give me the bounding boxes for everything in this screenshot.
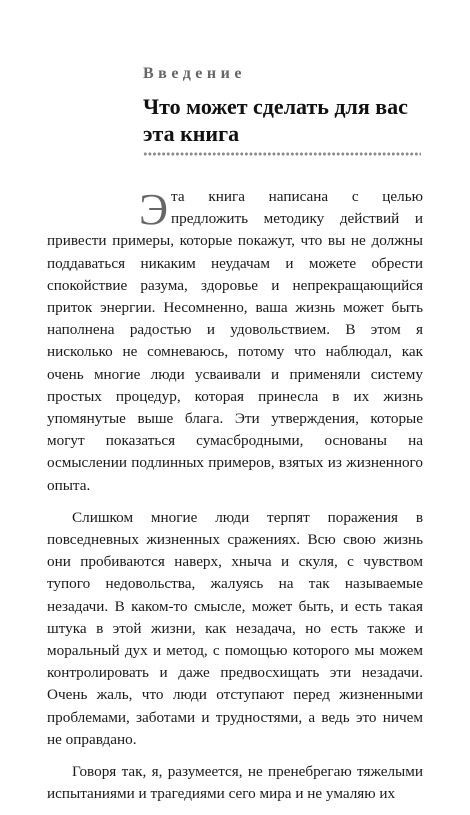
- paragraph-3: Говоря так, я, разумеется, не пренебрегаю тяжелыми испытаниями и трагедиями сего мира и не умаляю их: [47, 763, 423, 803]
- dotted-divider: [143, 151, 421, 157]
- chapter-header: [143, 64, 423, 147]
- section-label: Введение: [143, 65, 246, 82]
- chapter-title: Что может сделать для вас эта книга: [143, 94, 408, 146]
- drop-cap: Э: [139, 185, 169, 234]
- paragraph-2: Слишком многие люди терпят поражения в повседневных жизненных сражениях. Всю свою жизнь они пробиваются наверх, хныча и скуля, с чувством тупого недовольства, жалуясь на так называемые незадачи. В каком-то смысле, может быть, и есть такая штука в этой жизни, как незадача, но есть также и моральный дух и метод, с помощью которого мы можем контролировать и даже предвосхищать эти незадачи. Очень жаль, что люди отступают перед жизненными проблемами, заботами и трудностями, а ведь это ничем не оправдано.: [47, 508, 423, 748]
- paragraph-1-text: та книга написана с целью предложить методику действий и привести примеры, которые покажут, что вы не должны поддаваться никаким неудачам и можете обрести спокойствие разума, здоровье и непрекращающийся приток энергии. Несомненно, ваша жизнь может быть наполнена радостью и удовольствием. В этом я нисколько не сомневаюсь, потому что наблюдал, как очень многие люди усваивали и применяли систему простых процедур, которая принесла в их жизнь упомянутые выше блага. Эти утверждения, которые могут показаться сумасбродными, основаны на осмыслении подлинных примеров, взятых из жизненного опыта.: [47, 188, 423, 494]
- body-text: [47, 186, 423, 815]
- paragraph-1: [47, 186, 423, 497]
